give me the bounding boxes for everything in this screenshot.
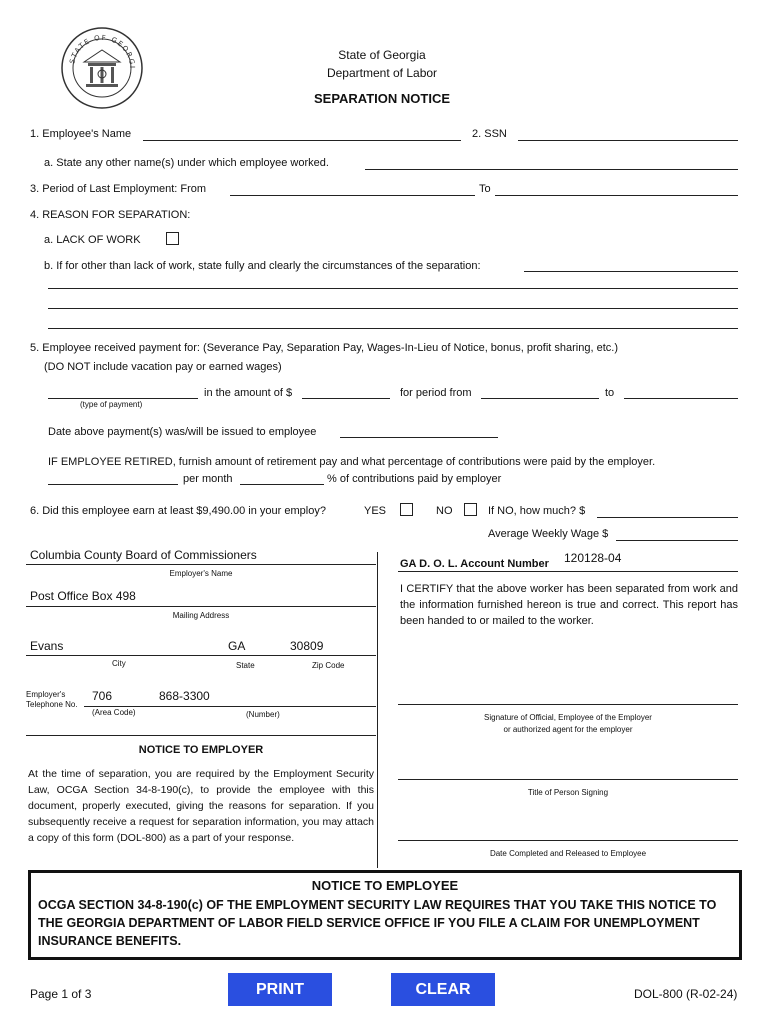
signature-caption-1: Signature of Official, Employee of the Employer <box>484 713 652 722</box>
section-divider <box>377 552 378 868</box>
payment-date-label: Date above payment(s) was/will be issued to employee <box>48 426 317 438</box>
how-much-field[interactable] <box>597 517 738 518</box>
circumstances-field-1[interactable] <box>524 271 738 272</box>
employer-name-line <box>26 564 376 565</box>
amount-field[interactable] <box>302 398 390 399</box>
retired-label: IF EMPLOYEE RETIRED, furnish amount of retirement pay and what percentage of contributions were paid by the employer. <box>48 456 656 468</box>
title-caption: Title of Person Signing <box>527 788 609 797</box>
amount-label: in the amount of $ <box>204 387 293 399</box>
circumstances-field-3[interactable] <box>48 308 738 309</box>
employment-to-label: To <box>479 183 491 195</box>
form-id: DOL-800 (R-02-24) <box>634 987 738 1001</box>
other-names-field[interactable] <box>365 169 738 170</box>
avg-weekly-wage-label: Average Weekly Wage $ <box>488 528 609 540</box>
payment-received-label: 5. Employee received payment for: (Severance Pay, Separation Pay, Wages-In-Lieu of Notice, bonus, profit sharing, etc.) <box>30 342 618 354</box>
employment-to-field[interactable] <box>495 195 738 196</box>
title-line[interactable] <box>398 779 738 780</box>
notice-employer-top-line <box>26 735 376 736</box>
yes-label: YES <box>364 505 387 517</box>
date-released-caption: Date Completed and Released to Employee <box>489 849 647 858</box>
payment-note: (DO NOT include vacation pay or earned wages) <box>44 361 282 373</box>
page-title: SEPARATION NOTICE <box>313 91 451 106</box>
last-employment-label: 3. Period of Last Employment: From <box>30 183 207 195</box>
state-caption: State <box>236 661 255 670</box>
how-much-label: If NO, how much? $ <box>488 505 586 517</box>
period-to-label: to <box>605 387 615 399</box>
contribution-pct-label: % of contributions paid by employer <box>327 473 502 485</box>
notice-employer-body: At the time of separation, you are required by the Employment Security Law, OCGA Section 34-8-190(c), to provide the employee with this document, properly executed, giving the reasons for separation. If you subsequently receive a request for separation information, you may attach a copy of this form (DOL-800) as a part of your response. <box>28 768 374 844</box>
avg-weekly-wage-field[interactable] <box>616 540 738 541</box>
no-checkbox[interactable] <box>464 503 477 516</box>
account-number-line <box>398 571 738 572</box>
period-to-field[interactable] <box>624 398 738 399</box>
notice-employee-body: OCGA SECTION 34-8-190(c) OF THE EMPLOYMENT SECURITY LAW REQUIRES THAT YOU TAKE THIS NOTICE TO THE GEORGIA DEPARTMENT OF LABOR FIELD SERVICE OFFICE IF YOU FILE A CLAIM FOR UNEMPLOYMENT INSURANCE BENEFITS. <box>38 898 717 948</box>
reason-label: 4. REASON FOR SEPARATION: <box>30 209 191 221</box>
payment-type-caption: (type of payment) <box>80 400 143 409</box>
phone-number-value[interactable]: 868-3300 <box>159 689 210 703</box>
account-number-label: GA D. O. L. Account Number <box>400 558 549 570</box>
employment-from-field[interactable] <box>230 195 475 196</box>
ssn-label: 2. SSN <box>472 128 507 140</box>
date-released-line[interactable] <box>398 840 738 841</box>
earnings-question-label: 6. Did this employee earn at least $9,490.00 in your employ? <box>30 505 326 517</box>
mailing-address-caption: Mailing Address <box>172 611 230 620</box>
phone-line <box>84 706 376 707</box>
employee-name-label: 1. Employee's Name <box>30 128 132 140</box>
circumstances-field-2[interactable] <box>48 288 738 289</box>
account-number-value[interactable]: 120128-04 <box>564 551 622 565</box>
mailing-address-line <box>26 606 376 607</box>
phone-label-line2: Telephone No. <box>26 700 78 709</box>
lack-of-work-label: a. LACK OF WORK <box>44 234 141 246</box>
seal-text: STATE OF GEORGI <box>68 33 137 70</box>
signature-caption-2: or authorized agent for the employer <box>503 725 633 734</box>
retirement-pay-field[interactable] <box>48 484 178 485</box>
lack-of-work-checkbox[interactable] <box>166 232 179 245</box>
clear-button[interactable]: CLEAR <box>391 973 495 1006</box>
employer-name-caption: Employer's Name <box>169 569 233 578</box>
zip-value[interactable]: 30809 <box>290 639 324 653</box>
city-caption: City <box>112 659 126 668</box>
contribution-pct-field[interactable] <box>240 484 324 485</box>
print-button[interactable]: PRINT <box>228 973 332 1006</box>
mailing-address-value[interactable]: Post Office Box 498 <box>30 589 136 603</box>
phone-label-line1: Employer's <box>26 690 66 699</box>
yes-checkbox[interactable] <box>400 503 413 516</box>
area-code-value[interactable]: 706 <box>92 689 113 703</box>
period-from-field[interactable] <box>481 398 599 399</box>
phone-number-caption: (Number) <box>246 710 280 719</box>
employer-name-value[interactable]: Columbia County Board of Commissioners <box>30 548 257 562</box>
city-state-zip-line <box>26 655 376 656</box>
per-month-label: per month <box>183 473 233 485</box>
city-value[interactable]: Evans <box>30 639 64 653</box>
notice-employee-title: NOTICE TO EMPLOYEE <box>311 878 459 893</box>
circumstances-field-4[interactable] <box>48 328 738 329</box>
ssn-field[interactable] <box>518 140 738 141</box>
zip-caption: Zip Code <box>312 661 345 670</box>
page-indicator: Page 1 of 3 <box>30 987 92 1001</box>
header-state: State of Georgia <box>338 48 426 62</box>
certify-text: I CERTIFY that the above worker has been separated from work and the information furnished hereon is true and correct. This report has been handed to or mailed to the worker. <box>400 583 738 627</box>
signature-line[interactable] <box>398 704 738 705</box>
notice-employer-title: NOTICE TO EMPLOYER <box>138 744 264 756</box>
other-names-label: a. State any other name(s) under which employee worked. <box>44 157 329 169</box>
payment-date-field[interactable] <box>340 437 498 438</box>
payment-type-field[interactable] <box>48 398 198 399</box>
area-code-caption: (Area Code) <box>92 708 136 717</box>
period-from-label: for period from <box>400 387 472 399</box>
separation-circumstances-label: b. If for other than lack of work, state fully and clearly the circumstances of the separation: <box>44 260 481 272</box>
employee-name-field[interactable] <box>143 140 461 141</box>
no-label: NO <box>436 505 453 517</box>
header-department: Department of Labor <box>326 66 438 80</box>
state-value[interactable]: GA <box>228 639 246 653</box>
georgia-seal <box>60 26 144 110</box>
